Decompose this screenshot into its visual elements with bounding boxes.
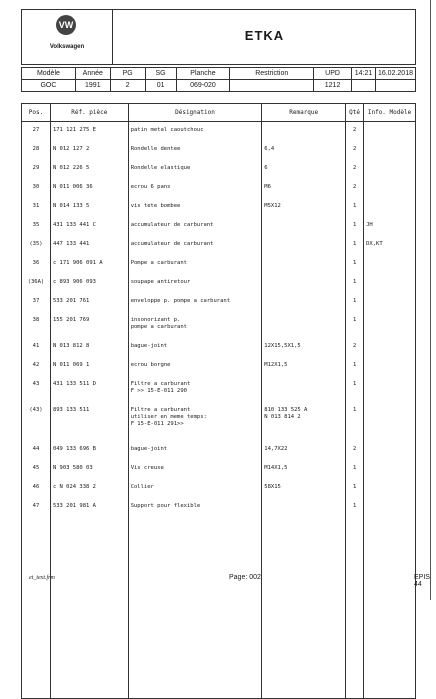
cell-quantity: 1: [346, 236, 364, 255]
cell-part-number: c 893 906 093: [50, 274, 128, 293]
cell-part-number: 431 133 441 C: [50, 217, 128, 236]
cell-remark: [262, 236, 346, 255]
cell-part-number: 431 133 511 D: [50, 376, 128, 402]
cell-quantity: 1: [346, 312, 364, 338]
info-label-row: [22, 68, 416, 80]
footer-code: EPIS 44: [414, 574, 430, 588]
cell-description: [128, 460, 262, 479]
cell-model-info: DX,KT: [364, 236, 416, 255]
remark-line: 6: [264, 165, 268, 171]
cell-part-number: 171 121 275 E: [50, 122, 128, 142]
cell-description: [128, 312, 262, 338]
description-line: F 15-E-011 291>>: [130, 421, 184, 427]
cell-quantity: 2: [346, 122, 364, 142]
table-row: [22, 217, 416, 236]
parts-table-body: [22, 122, 416, 699]
cell-remark: [262, 312, 346, 338]
table-row: [22, 441, 416, 460]
column-header: Qté: [346, 104, 364, 122]
cell-position: 41: [22, 338, 51, 357]
description-line: utiliser en meme temps:: [130, 414, 207, 420]
cell-position: 35: [22, 217, 51, 236]
cell-remark: [262, 357, 346, 376]
cell-model-info: [364, 498, 416, 517]
cell-position: 37: [22, 293, 51, 312]
cell-part-number: 155 201 769: [50, 312, 128, 338]
remark-line: 810 133 525 A: [264, 407, 308, 413]
column-header: Pos.: [22, 104, 51, 122]
cell-position: 46: [22, 479, 51, 498]
cell-position: (35): [22, 236, 51, 255]
description-line: bague-joint: [130, 343, 168, 349]
description-line: accumulateur de carburant: [130, 222, 214, 228]
cell-description: [128, 402, 262, 441]
table-row: [22, 198, 416, 217]
cell-quantity: 2: [346, 179, 364, 198]
page-title: ETKA: [244, 28, 285, 43]
description-line: Filtre a carburant: [130, 381, 191, 387]
table-row: [22, 122, 416, 142]
cell-part-number: N 014 133 5: [50, 198, 128, 217]
volkswagen-logo-icon: VW: [56, 15, 76, 35]
cell-remark: [262, 376, 346, 402]
cell-model-info: [364, 160, 416, 179]
cell-position: (36A): [22, 274, 51, 293]
remark-line: 12X15,5X1,5: [264, 343, 301, 349]
description-line: pompe a carburant: [130, 324, 187, 330]
cell-remark: [262, 293, 346, 312]
description-line: ecrou borgne: [130, 362, 171, 368]
description-line: vis tete bombee: [130, 203, 181, 209]
cell-remark: [262, 160, 346, 179]
description-line: insonorizant p.: [130, 317, 181, 323]
cell-position: 43: [22, 376, 51, 402]
cell-part-number: N 012 127 2: [50, 141, 128, 160]
table-row: [22, 460, 416, 479]
remark-line: M14X1,5: [264, 465, 288, 471]
cell-position: 29: [22, 160, 51, 179]
cell-remark: [262, 179, 346, 198]
info-empty: [375, 80, 415, 92]
cell-remark: [262, 274, 346, 293]
cell-description: [128, 498, 262, 517]
header-box: [21, 9, 416, 65]
table-row: [22, 255, 416, 274]
info-label: PG: [110, 68, 145, 80]
info-table: [21, 67, 416, 92]
info-empty: [352, 80, 376, 92]
cell-model-info: [364, 312, 416, 338]
cell-position: 45: [22, 460, 51, 479]
info-value: [230, 80, 314, 92]
cell-model-info: [364, 255, 416, 274]
cell-part-number: 533 201 981 A: [50, 498, 128, 517]
cell-remark: [262, 122, 346, 142]
table-row: [22, 498, 416, 517]
table-row: [22, 357, 416, 376]
cell-position: 27: [22, 122, 51, 142]
cell-description: [128, 338, 262, 357]
info-date: 16.02.2018: [375, 68, 415, 80]
description-line: Collier: [130, 484, 154, 490]
cell-model-info: [364, 274, 416, 293]
cell-position: 31: [22, 198, 51, 217]
cell-remark: [262, 441, 346, 460]
table-row: [22, 312, 416, 338]
description-line: ecrou 6 pans: [130, 184, 171, 190]
cell-model-info: [364, 479, 416, 498]
remark-line: 14,7X22: [264, 446, 288, 452]
cell-quantity: 2: [346, 441, 364, 460]
footer-page-number: Page: 002: [229, 574, 261, 581]
cell-description: [128, 122, 262, 142]
cell-remark: [262, 402, 346, 441]
description-line: Pompe a carburant: [130, 260, 187, 266]
info-value-row: [22, 80, 416, 92]
cell-model-info: JH: [364, 217, 416, 236]
cell-model-info: [364, 460, 416, 479]
remark-line: M6: [264, 184, 271, 190]
page-edge: [430, 0, 431, 600]
info-label: UPD: [314, 68, 352, 80]
cell-description: [128, 441, 262, 460]
cell-quantity: 1: [346, 498, 364, 517]
cell-part-number: 447 133 441: [50, 236, 128, 255]
description-line: Support pour flexible: [130, 503, 201, 509]
description-line: Filtre a carburant: [130, 407, 191, 413]
table-row: [22, 236, 416, 255]
remark-line: 58X15: [264, 484, 281, 490]
cell-quantity: 1: [346, 217, 364, 236]
cell-part-number: c N 024 338 2: [50, 479, 128, 498]
remark-line: 6,4: [264, 146, 275, 152]
table-row: [22, 376, 416, 402]
description-line: Rondelle elastique: [130, 165, 191, 171]
cell-position: (43): [22, 402, 51, 441]
empty-cell: [364, 517, 416, 699]
cell-remark: [262, 460, 346, 479]
cell-position: 42: [22, 357, 51, 376]
cell-description: [128, 255, 262, 274]
info-value: 1991: [75, 80, 110, 92]
cell-part-number: N 011 069 1: [50, 357, 128, 376]
cell-position: 44: [22, 441, 51, 460]
cell-remark: [262, 198, 346, 217]
cell-remark: [262, 498, 346, 517]
info-time: 14:21: [352, 68, 376, 80]
info-label: Année: [75, 68, 110, 80]
description-line: soupape antiretour: [130, 279, 191, 285]
cell-part-number: 049 133 696 B: [50, 441, 128, 460]
description-line: bague-joint: [130, 446, 168, 452]
table-row: [22, 141, 416, 160]
cell-model-info: [364, 122, 416, 142]
info-value: 069-020: [176, 80, 230, 92]
cell-position: 47: [22, 498, 51, 517]
cell-description: [128, 179, 262, 198]
cell-remark: [262, 217, 346, 236]
empty-cell: [346, 517, 364, 699]
cell-quantity: 1: [346, 376, 364, 402]
cell-part-number: c 171 906 091 A: [50, 255, 128, 274]
column-header: Réf. pièce: [50, 104, 128, 122]
description-line: F >> 15-E-011 290: [130, 388, 187, 394]
table-row: [22, 479, 416, 498]
parts-table: [21, 103, 416, 699]
cell-description: [128, 141, 262, 160]
info-label: Modèle: [22, 68, 76, 80]
cell-model-info: [364, 357, 416, 376]
info-value: 1212: [314, 80, 352, 92]
table-row: [22, 402, 416, 441]
cell-part-number: N 011 006 36: [50, 179, 128, 198]
cell-quantity: 1: [346, 255, 364, 274]
remark-line: M5X12: [264, 203, 281, 209]
cell-position: 30: [22, 179, 51, 198]
empty-cell: [22, 517, 51, 699]
cell-part-number: N 013 812 8: [50, 338, 128, 357]
cell-description: [128, 479, 262, 498]
table-row: [22, 293, 416, 312]
cell-quantity: 1: [346, 460, 364, 479]
cell-description: [128, 376, 262, 402]
cell-description: [128, 274, 262, 293]
cell-quantity: 1: [346, 293, 364, 312]
empty-cell: [128, 517, 262, 699]
column-header: Désignation: [128, 104, 262, 122]
info-label: Restriction: [230, 68, 314, 80]
cell-model-info: [364, 338, 416, 357]
cell-description: [128, 160, 262, 179]
cell-description: [128, 236, 262, 255]
description-line: patin metal caoutchouc: [130, 127, 204, 133]
cell-model-info: [364, 293, 416, 312]
cell-model-info: [364, 441, 416, 460]
cell-description: [128, 198, 262, 217]
cell-position: 38: [22, 312, 51, 338]
cell-remark: [262, 255, 346, 274]
info-value: 01: [145, 80, 176, 92]
description-line: enveloppe p. pompe a carburant: [130, 298, 231, 304]
cell-model-info: [364, 402, 416, 441]
cell-remark: [262, 338, 346, 357]
footer-form-name: et_text.frm: [29, 575, 55, 581]
cell-part-number: N 903 580 03: [50, 460, 128, 479]
column-header: Info. Modèle: [364, 104, 416, 122]
cell-model-info: [364, 179, 416, 198]
cell-remark: [262, 141, 346, 160]
info-value: GOC: [22, 80, 76, 92]
column-header: Remarque: [262, 104, 346, 122]
table-row: [22, 179, 416, 198]
cell-description: [128, 293, 262, 312]
info-label: SG: [145, 68, 176, 80]
cell-description: [128, 357, 262, 376]
table-header-row: [22, 104, 416, 122]
brand-name: Volkswagen: [49, 44, 85, 50]
cell-remark: [262, 479, 346, 498]
description-line: Rondelle dentee: [130, 146, 181, 152]
cell-quantity: 1: [346, 357, 364, 376]
table-row: [22, 160, 416, 179]
cell-position: 36: [22, 255, 51, 274]
description-line: accumulateur de carburant: [130, 241, 214, 247]
cell-model-info: [364, 376, 416, 402]
empty-cell: [262, 517, 346, 699]
cell-description: [128, 217, 262, 236]
info-label: Planche: [176, 68, 230, 80]
empty-cell: [50, 517, 128, 699]
remark-line: M12X1,5: [264, 362, 288, 368]
cell-quantity: 2: [346, 338, 364, 357]
logo-box: [22, 10, 113, 64]
catalog-page: [21, 9, 430, 589]
cell-quantity: 2: [346, 141, 364, 160]
cell-quantity: 1: [346, 274, 364, 293]
info-value: 2: [110, 80, 145, 92]
cell-model-info: [364, 198, 416, 217]
cell-model-info: [364, 141, 416, 160]
cell-part-number: 533 201 761: [50, 293, 128, 312]
remark-line: N 013 814 2: [264, 414, 301, 420]
table-filler-row: [22, 517, 416, 699]
description-line: Vis creuse: [130, 465, 164, 471]
cell-position: 28: [22, 141, 51, 160]
cell-quantity: 1: [346, 198, 364, 217]
table-row: [22, 274, 416, 293]
cell-quantity: 2: [346, 160, 364, 179]
cell-part-number: N 012 226 5: [50, 160, 128, 179]
cell-part-number: 893 133 511: [50, 402, 128, 441]
cell-quantity: 1: [346, 402, 364, 441]
cell-quantity: 1: [346, 479, 364, 498]
table-row: [22, 338, 416, 357]
